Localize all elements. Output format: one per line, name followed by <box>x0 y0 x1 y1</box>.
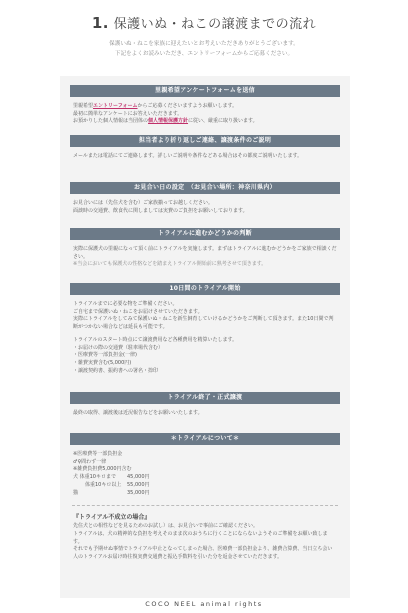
trial-info <box>70 433 340 562</box>
fee-item: ・雑費実費含む(5,000円) <box>73 359 132 366</box>
price-value: 55,000円 <box>127 481 150 488</box>
price-text: ♂♀問わず一律 <box>73 458 107 465</box>
price-row <box>73 490 337 498</box>
price-list <box>70 445 340 497</box>
step-text: トライアルまでに必要な物をご準備ください。 <box>73 301 178 307</box>
step-heading: お見合い日の設定 （お見合い場所：神奈川県内） <box>70 182 340 194</box>
fee-item: ・医療費等一部負担金(一律) <box>73 352 137 359</box>
step-trial-start <box>70 283 340 387</box>
step-text <box>73 103 337 111</box>
title-text: 保護いぬ・ねこの譲渡までの流れ <box>113 17 317 32</box>
price-value: 35,000円 <box>127 489 150 496</box>
divider <box>72 505 338 506</box>
step-heading: ＊トライアルについて＊ <box>70 433 340 445</box>
price-value: 45,000円 <box>127 474 150 481</box>
step-contact <box>70 135 340 177</box>
price-label: 猫 <box>73 489 79 496</box>
step-meeting <box>70 182 340 223</box>
step-trial-decision <box>70 228 340 278</box>
step-text: それでも予期せぬ事情でトライアル中止となってしまった場合、医療費一部負担金より、雑費合算費、当日立ち会い人のトライアルお届け時往復実費交通費と振込手数料を引いた分を返金させていただきます。 <box>73 546 333 561</box>
price-row <box>73 482 337 490</box>
step-note: ※当会においても保護犬の性格などを踏まえトライアル開始前に熟考させて頂きます。 <box>73 261 267 268</box>
price-label: 体重10キロ以上 <box>85 481 122 488</box>
step-text: トライアルのスタート時点にて譲渡費用など各種費用を精算いたします。 <box>73 336 238 343</box>
intro-line: 保護いぬ・ねこを家族に迎えたいとお考えいただきありがとうございます。 <box>109 41 299 47</box>
step-text: 実際に保護犬の里親になって頂く前にトライアルを実施します。まずはトライアルに進むかどうかをご家族で相談ください。 <box>73 246 337 260</box>
step-heading: 担当者より折り返しご連絡、譲渡条件のご説明 <box>70 135 340 147</box>
step-text: 実際にトライアルをしてみて保護いぬ・ねこを新生飼育していけるかどうかをご判断して頂きます。また10日間で判断がつかない場合などは延長も可能です。 <box>73 316 334 331</box>
step-entry-form <box>70 85 340 130</box>
step-text <box>73 118 337 126</box>
price-text: ※雑費負担費5,000円含む <box>73 466 132 473</box>
step-text: 最終の取得、譲渡後は近況報告などをお願いいたします。 <box>73 410 203 416</box>
flow-panel <box>60 76 350 598</box>
step-text: トライアルは、犬の精神的な負担を考えそのまま次のおうちに行くことにならないようそのご準備をお願い致します。 <box>73 530 328 545</box>
price-row <box>73 474 337 482</box>
intro-line: 下記をよくお読みいただき、エントリーフォームからご応募ください。 <box>114 50 294 57</box>
step-text: ご自宅まで保護いぬ・ねこをお届けさせていただきます。 <box>73 308 203 315</box>
step-heading: トライアル終了・正式譲渡 <box>70 392 340 404</box>
step-text: 面談時の交通費、飲食代に関しましては実費のご負担をお願いしております。 <box>73 207 248 214</box>
entry-form-link[interactable]: エントリーフォーム <box>93 103 138 109</box>
fee-item: ・お届けの際の交通費（駐車場代含む） <box>73 344 164 351</box>
page-title <box>0 13 408 32</box>
trial-failure-heading: 『トライアル不成立の場合』 <box>73 514 151 522</box>
step-text-part: に従い、厳重に取り扱います。 <box>188 118 258 125</box>
step-text: 最初に簡単なアンケートにお答えいただきます。 <box>73 110 183 117</box>
step-text-part: お預かりした個人情報は当団体の <box>73 118 149 125</box>
privacy-policy-link[interactable]: 個人情報保護方針 <box>148 118 189 125</box>
step-heading: 里親希望アンケートフォームを送信 <box>70 85 340 97</box>
fee-item: ・譲渡契約書、振約書への署名・捺印 <box>73 367 159 374</box>
price-label: 犬 体重10キロまで <box>73 474 116 481</box>
intro-text <box>0 40 408 59</box>
step-text: 先住犬との相性などを見るためのお試し）は、お見合いで事前にご確認ください。 <box>73 523 259 530</box>
footer-brand: COCO NEEL animal rights <box>145 600 263 608</box>
step-heading: トライアルに進むかどうかの判断 <box>70 228 340 240</box>
step-text: お見合いには（先住犬を含む）ご家族揃ってお越しください。 <box>73 200 214 206</box>
step-text-part: からご応募くださいますようお願いします。 <box>137 103 238 109</box>
step-heading: 10日間のトライアル開始 <box>70 283 340 295</box>
step-text: メールまたは電話にてご連絡します。詳しいご説明や条件などある場合はその都度ご説明いたします。 <box>73 153 303 159</box>
step-text-part: 里親希望 <box>73 103 94 109</box>
title-number: 1. <box>91 14 109 32</box>
step-adoption <box>70 392 340 428</box>
price-text: ※医療費等一部負担金 <box>73 451 123 457</box>
